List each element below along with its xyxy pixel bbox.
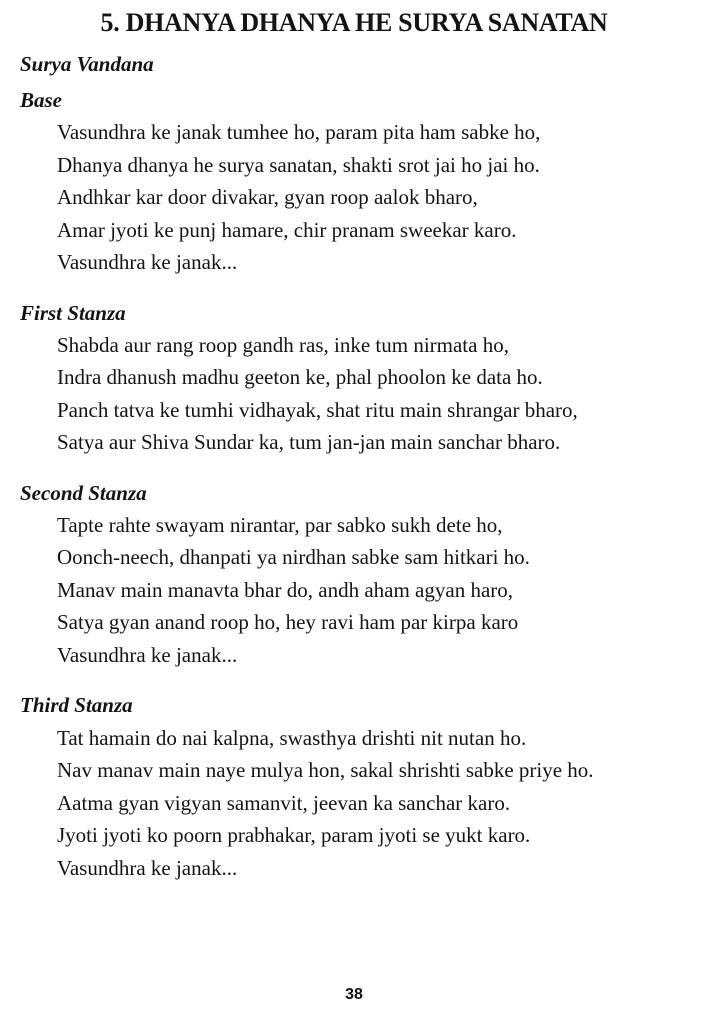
lyric-line: Vasundhra ke janak... — [57, 642, 238, 667]
lyric-line: Panch tatva ke tumhi vidhayak, shat ritu main shrangar bharo, — [57, 397, 578, 422]
lyric-line: Vasundhra ke janak tumhee ho, param pita ham sabke ho, — [57, 120, 541, 145]
section-heading-third-stanza: Third Stanza — [20, 693, 133, 718]
section-heading-base: Base — [20, 88, 62, 113]
stanza-first — [57, 329, 708, 459]
section-heading-first-stanza: First Stanza — [20, 300, 126, 325]
lyric-line: Aatma gyan vigyan samanvit, jeevan ka sanchar karo. — [57, 790, 511, 815]
lyric-line: Dhanya dhanya he surya sanatan, shakti srot jai ho jai ho. — [57, 152, 540, 177]
lyric-line: Vasundhra ke janak... — [57, 250, 238, 275]
lyric-line: Amar jyoti ke punj hamare, chir pranam sweekar karo. — [57, 217, 517, 242]
lyric-line: Tapte rahte swayam nirantar, par sabko sukh dete ho, — [57, 512, 503, 537]
lyric-line: Indra dhanush madhu geeton ke, phal phoolon ke data ho. — [57, 365, 543, 390]
lyric-line: Jyoti jyoti ko poorn prabhakar, param jyoti se yukt karo. — [57, 823, 531, 848]
lyric-line: Nav manav main naye mulya hon, sakal shrishti sabke priye ho. — [57, 758, 594, 783]
lyric-line: Satya gyan anand roop ho, hey ravi ham par kirpa karo — [57, 610, 519, 635]
page-title: 5. DHANYA DHANYA HE SURYA SANATAN — [100, 8, 608, 37]
stanza-second — [57, 509, 708, 672]
page-number: 38 — [345, 986, 363, 1003]
lyric-line: Vasundhra ke janak... — [57, 855, 238, 880]
lyric-line: Manav main manavta bhar do, andh aham agyan haro, — [57, 577, 514, 602]
lyric-line: Andhkar kar door divakar, gyan roop aalok bharo, — [57, 185, 478, 210]
section-heading-second-stanza: Second Stanza — [20, 480, 147, 505]
lyric-line: Tat hamain do nai kalpna, swasthya drishti nit nutan ho. — [57, 725, 527, 750]
stanza-third — [57, 722, 708, 885]
lyric-line: Satya aur Shiva Sundar ka, tum jan-jan main sanchar bharo. — [57, 430, 561, 455]
lyric-line: Shabda aur rang roop gandh ras, inke tum nirmata ho, — [57, 332, 509, 357]
subtitle-surya-vandana: Surya Vandana — [20, 51, 154, 76]
lyric-line: Oonch-neech, dhanpati ya nirdhan sabke sam hitkari ho. — [57, 545, 530, 570]
stanza-base — [57, 116, 708, 279]
